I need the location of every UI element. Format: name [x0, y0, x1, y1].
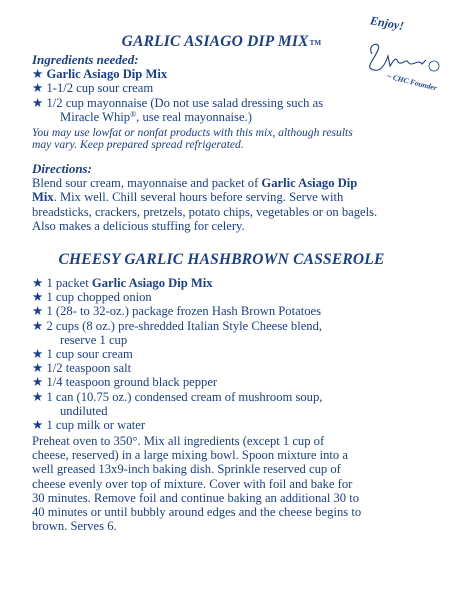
list-item-continued: undiluted	[60, 403, 108, 418]
recipe2-ingredients	[32, 276, 442, 432]
list-item: ★ 1 packet Garlic Asiago Dip Mix	[32, 276, 213, 290]
recipe2-directions: Preheat oven to 350°. Mix all ingredients (except 1 cup of cheese, reserved) in a large mixing bowl. Spoon mixture into a well greased 13x9-inch baking dish. Sprinkle reserved cup of cheese evenly over top of mixture. Cover with foil and bake for 30 minutes. Remove foil and continue baking an additional 30 to 40 minutes or until bubbly around edges and the cheese begins to brown. Serves 6.	[32, 434, 362, 534]
trademark-mark: TM	[309, 39, 322, 47]
recipe1-ingredients	[32, 53, 442, 124]
list-item: ★ 1 cup sour cream	[32, 347, 133, 362]
signature-founder: ~ CHC Founder	[385, 71, 438, 93]
directions-header: Directions:	[32, 161, 92, 176]
recipe1-title: GARLIC ASIAGO DIP MIXTM	[121, 33, 322, 50]
list-item: ★ 1-1/2 cup sour cream	[32, 81, 154, 96]
list-item: ★ 1 can (10.75 oz.) condensed cream of mushroom soup,	[32, 389, 323, 404]
list-item: ★ 1/4 teaspoon ground black pepper	[32, 375, 218, 390]
recipe1-directions: Directions: Blend sour cream, mayonnaise and packet of Garlic Asiago Dip Mix. Mix well. Chill several hours before serving. Serve with breadsticks, crackers, pretzels, potato chips, vegetables or on bagels. Also makes a delicious stuffing for celery.	[32, 162, 442, 233]
ingredients-header: Ingredients needed:	[32, 52, 139, 67]
list-item: ★ 1 cup milk or water	[32, 418, 146, 433]
list-item: ★ 1 (28- to 32-oz.) package frozen Hash Brown Potatoes	[32, 304, 321, 319]
list-item: ★ 2 cups (8 oz.) pre-shredded Italian Style Cheese blend,	[32, 318, 323, 333]
list-item: ★ 1 cup chopped onion	[32, 290, 152, 305]
list-item-continued: Miracle Whip®, use real mayonnaise.)	[60, 109, 252, 124]
list-item: ★ 1/2 teaspoon salt	[32, 361, 132, 376]
list-item: ★ Garlic Asiago Dip Mix	[32, 67, 168, 82]
recipe1-note: You may use lowfat or nonfat products with this mix, although results may vary. Keep prepared spread refrigerated.	[32, 126, 353, 152]
list-item: ★ 1/2 cup mayonnaise (Do not use salad dressing such as	[32, 95, 324, 110]
signature-enjoy: Enjoy!	[369, 13, 406, 33]
list-item-continued: reserve 1 cup	[60, 332, 128, 347]
recipe2-title: CHEESY GARLIC HASHBROWN CASSEROLE	[58, 251, 385, 268]
